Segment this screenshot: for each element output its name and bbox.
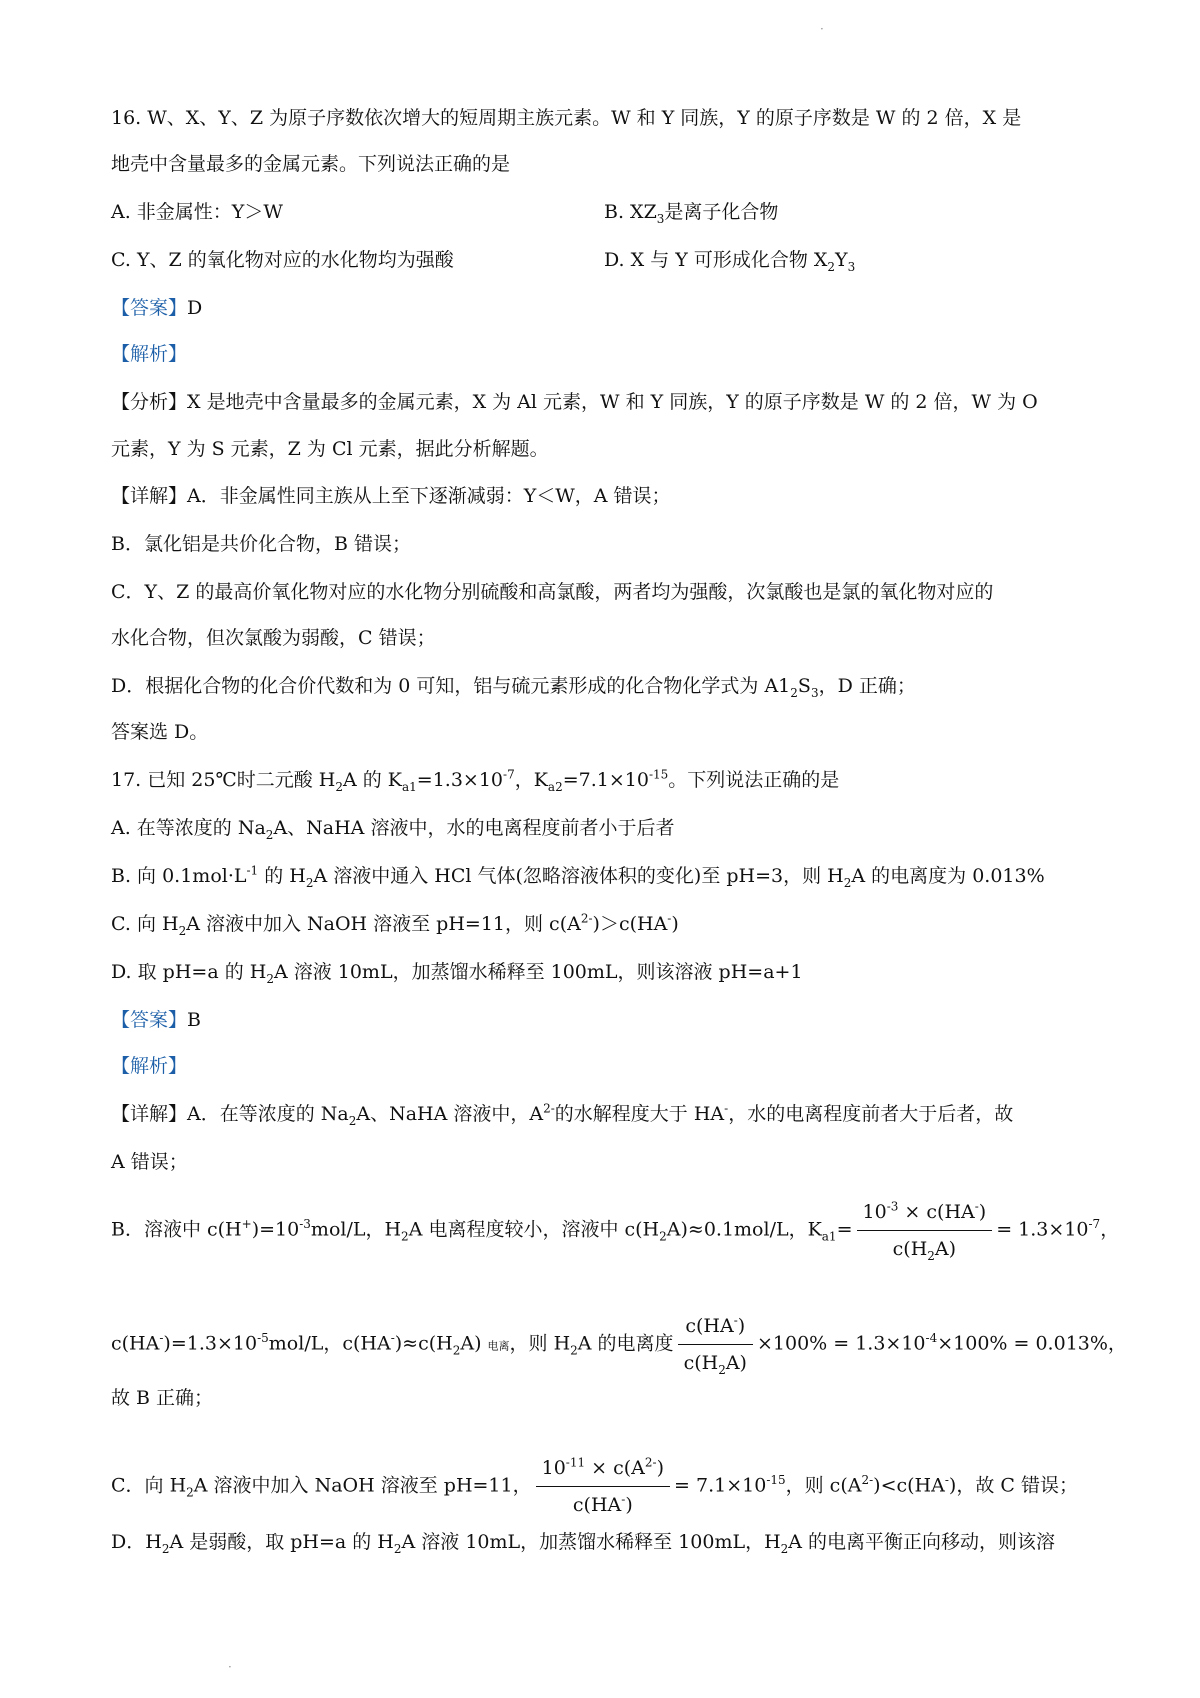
q16-detail-b: B．氯化铝是共价化合物，B 错误； [111,533,411,555]
q16-detail-d: D．根据化合物的化合价代数和为 0 可知，铝与硫元素形成的化合物化学式为 $A1_2S_3$，D 正确； [111,675,916,700]
q16-detail-c2: 水化合物，但次氯酸为弱酸，C 错误； [111,627,436,649]
q16-stem-line2: 地壳中含量最多的金属元素。下列说法正确的是 [111,153,511,175]
q16-analysis-label: 【解析】 [111,343,188,365]
q16-answer: 【答案】D [111,297,203,319]
q17-detail-a2: A 错误； [111,1151,188,1173]
ka1-fraction: $\frac{10^{-3} \times c(HA^-)}{c(H_2A)}$ [857,1198,993,1263]
q17-analysis-label: 【解析】 [111,1055,188,1077]
q17-detail-a1: 【详解】A．在等浓度的 $Na_2A$、NaHA 溶液中，$A^{2-}$的水解程度大于 HA-，水的电离程度前者大于后者，故 [111,1101,1014,1128]
q16-detail-a: 【详解】A．非金属性同主族从上至下逐渐减弱：Y＜W，A 错误； [111,485,671,507]
q17-detail-c: C．向 $H_2A$ 溶液中加入 NaOH 溶液至 pH=11， $\frac{10^{-11} \times c(A^{2-})}{c(HA^-)}$ = $7.1\times 10^{-15}$，则 $c(A^{2-})<c(HA^-)$，故 C 错误； [111,1454,1078,1519]
q17-answer: 【答案】B [111,1009,201,1031]
q17-detail-b3: 故 B 正确； [111,1387,214,1409]
q17-stem: 17. 已知 25℃时二元酸 $H_2A$ 的 $K_{a1}=1.3\times 10^{-7}$，$K_{a2}=7.1\times 10^{-15}$。下列说法正确的是 [111,767,840,794]
scan-dot: · [820,22,824,36]
q16-option-a: A. 非金属性：Y＞W [111,201,283,223]
q17-option-c: C. 向 $H_2A$ 溶液中加入 NaOH 溶液至 pH=11，则 $c(A^{2-})>c(HA^-)$ [111,911,679,938]
q17-option-a: A. 在等浓度的 $Na_2A$、NaHA 溶液中，水的电离程度前者小于后者 [111,817,675,842]
q17-option-d: D. 取 pH=a 的 $H_2A$ 溶液 10mL，加蒸馏水稀释至 100mL，则该溶液 pH=a+1 [111,961,803,986]
q17-detail-b1: B．溶液中 $c(H^+)=10^{-3}mol/L$，$H_2A$ 电离程度较小，溶液中 $c(H_2A)\approx 0.1mol/L$，$K_{a1}=$ $\frac{10^{-3} \times c(HA^-)}{c(H_2A)}$ = $1.3\times 10^{-7}$， [111,1199,1120,1263]
q17-detail-d: D．$H_2A$ 是弱酸，取 pH=a 的 $H_2A$ 溶液 10mL，加蒸馏水稀释至 100mL，$H_2A$ 的电离平衡正向移动，则该溶 [111,1531,1056,1556]
ionization-fraction: $\frac{c(HA^-)}{c(H_2A)}$ [678,1312,753,1377]
ka2-fraction: $\frac{10^{-11} \times c(A^{2-})}{c(HA^-)}$ [536,1454,670,1519]
q16-fenxi-line2: 元素，Y 为 S 元素，Z 为 Cl 元素，据此分析解题。 [111,438,549,460]
scan-dot: · [228,1660,232,1674]
q16-detail-c1: C．Y、Z 的最高价氧化物对应的水化物分别硫酸和高氯酸，两者均为强酸，次氯酸也是氯的氧化物对应的 [111,581,994,603]
q16-option-b: B. $XZ_3$是离子化合物 [604,201,779,226]
q16-option-c: C. Y、Z 的氧化物对应的水化物均为强酸 [111,249,454,271]
q16-conclusion: 答案选 D。 [111,721,209,743]
q16-stem-line1: 16. W、X、Y、Z 为原子序数依次增大的短周期主族元素。W 和 Y 同族，Y 的原子序数是 W 的 2 倍，X 是 [111,107,1022,129]
q17-detail-b2: $c(HA^-)=1.3\times 10^{-5}mol/L$，$c(HA^-)\approx c(H_2A)$ 电离，则 $H_2A$ 的电离度 $\frac{c(HA^-)}{c(H_2A)}$ $\times 100\% = 1.3\times 10^{-4}\times 100\% = 0.013\%$， [111,1313,1127,1377]
q16-fenxi-line1: 【分析】X 是地壳中含量最多的金属元素，X 为 Al 元素，W 和 Y 同族，Y 的原子序数是 W 的 2 倍，W 为 O [111,391,1038,413]
q17-option-b: B. 向 $0.1mol\cdot L^{-1}$ 的 $H_2A$ 溶液中通入 HCl 气体(忽略溶液体积的变化)至 pH=3，则 $H_2A$ 的电离度为 0.013% [111,863,1045,890]
q16-option-d: D. X 与 Y 可形成化合物 $X_2Y_3$ [604,249,856,274]
